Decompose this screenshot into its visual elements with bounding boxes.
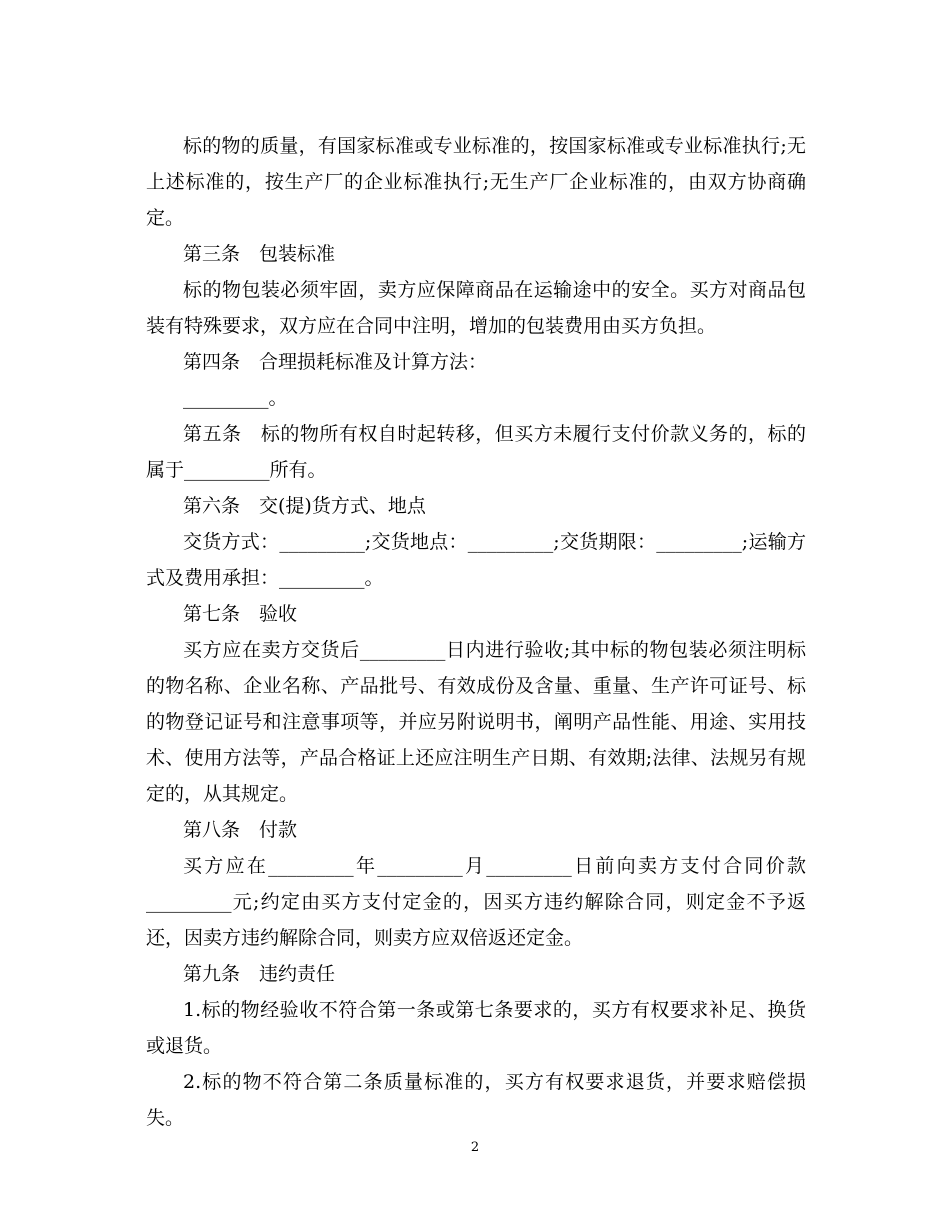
paragraph-liability-1: 1.标的物经验收不符合第一条或第七条要求的，买方有权要求补足、换货或退货。 <box>146 999 806 1057</box>
paragraph-payment: 买方应在_________年_________月_________日前向卖方支付合同价款_________元;约定由买方支付定金的，因买方违约解除合同，则定金不予返还，因卖方违约解除合同，则卖方应双倍返还定金。 <box>146 855 806 949</box>
article-5-ownership: 第五条 标的物所有权自时起转移，但买方未履行支付价款义务的，标的属于_________所有。 <box>146 423 806 481</box>
paragraph-liability-2: 2.标的物不符合第二条质量标准的，买方有权要求退货，并要求赔偿损失。 <box>146 1071 806 1129</box>
paragraph-inspection: 买方应在卖方交货后_________日内进行验收;其中标的物包装必须注明标的物名称、企业名称、产品批号、有效成份及含量、重量、生产许可证号、标的物登记证号和注意事项等，并应另附说明书，阐明产品性能、用途、实用技术、使用方法等，产品合格证上还应注明生产日期、有效期;法律、法规另有规定的，从其规定。 <box>146 639 806 805</box>
article-3-heading: 第三条 包装标准 <box>183 243 336 265</box>
article-6-heading: 第六条 交(提)货方式、地点 <box>183 495 426 517</box>
document-body <box>146 128 806 1136</box>
paragraph-quality-standard: 标的物的质量，有国家标准或专业标准的，按国家标准或专业标准执行;无上述标准的，按生产厂的企业标准执行;无生产厂企业标准的，由双方协商确定。 <box>146 135 806 229</box>
paragraph-packaging: 标的物包装必须牢固，卖方应保障商品在运输途中的安全。买方对商品包装有特殊要求，双方应在合同中注明，增加的包装费用由买方负担。 <box>146 279 806 337</box>
paragraph-delivery: 交货方式：_________;交货地点：_________;交货期限：_________;运输方式及费用承担：_________。 <box>146 531 806 589</box>
article-7-heading: 第七条 验收 <box>183 603 298 625</box>
article-4-heading: 第四条 合理损耗标准及计算方法： <box>183 351 488 373</box>
article-8-heading: 第八条 付款 <box>183 819 298 841</box>
paragraph-loss-blank: _________。 <box>183 387 288 409</box>
page-number: 2 <box>470 1140 480 1155</box>
article-9-heading: 第九条 违约责任 <box>183 963 336 985</box>
